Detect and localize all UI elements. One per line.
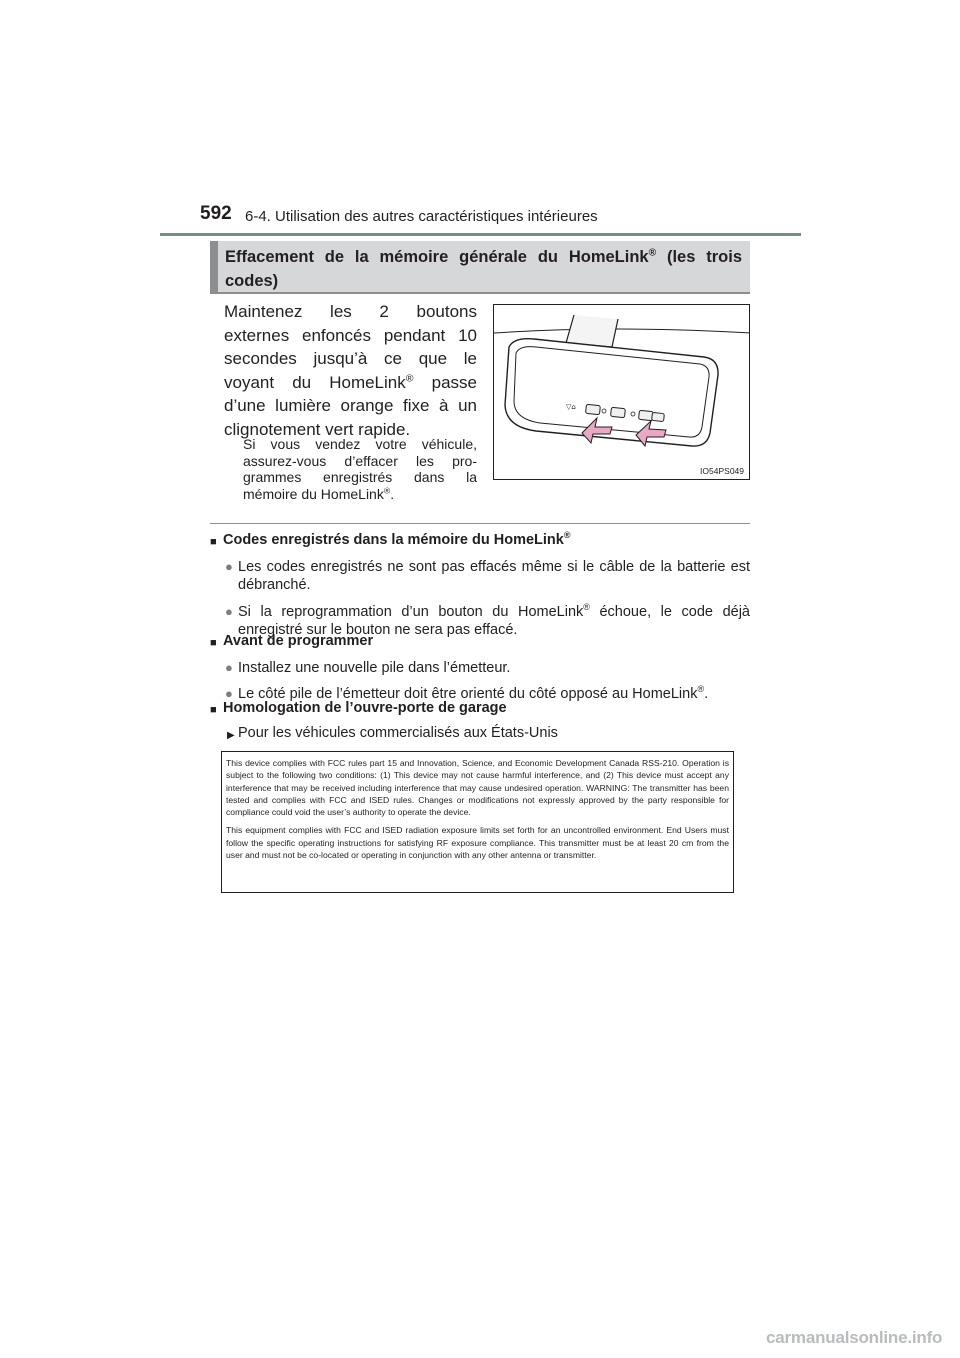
square-marker-icon: ■: [210, 536, 217, 548]
list-item-text-end: .: [704, 686, 709, 702]
figure-code: IO54PS049: [700, 466, 744, 476]
section-divider: [210, 523, 750, 524]
registered-mark: ®: [648, 247, 657, 259]
homelink-button-3: [639, 410, 654, 420]
fcc-compliance-box: [221, 751, 734, 893]
note-text-start: Si vous vendez votre véhicule, assurez-vous d’effacer les pro-grammes enregistrés dans la mémoire du HomeLink: [243, 436, 477, 502]
homologation-heading: Homologation de l’ouvre-porte de garage: [223, 700, 507, 716]
info-heading: [210, 699, 750, 720]
mirror-illustration: [493, 304, 750, 480]
list-item: [210, 659, 750, 678]
bullet-icon: ●: [225, 558, 233, 574]
heading-text-end: (les trois codes): [225, 248, 742, 290]
section-heading-text: [225, 245, 742, 293]
list-item-text: Installez une nouvelle pile dans l’émetteur.: [238, 659, 511, 676]
arrow-right-icon: ▶: [227, 729, 235, 741]
square-marker-icon: ■: [210, 637, 217, 649]
registered-mark: ®: [583, 601, 590, 612]
list-item-text-start: Si la reprogrammation d’un bouton du HomeLink: [238, 603, 584, 620]
indicator-button: [652, 412, 665, 421]
page-number: 592: [200, 203, 232, 224]
square-marker-icon: ■: [210, 704, 217, 716]
headliner-line: [494, 329, 750, 333]
list-item-text: Pour les véhicules commercialisés aux États-Unis: [238, 724, 558, 741]
codes-info-block: [210, 531, 750, 640]
rearview-mirror-drawing: [494, 305, 750, 480]
list-item-text-end: échoue, le code déjà enregistré sur le bouton ne sera pas effacé.: [238, 603, 750, 638]
instruction-paragraph: [224, 300, 477, 441]
bullet-icon: ●: [225, 659, 233, 675]
list-item-text: Les codes enregistrés ne sont pas effacés même si le câble de la batterie est débranché.: [238, 558, 750, 593]
registered-mark: ®: [405, 371, 414, 384]
list-item: [210, 558, 750, 595]
bullet-icon: ●: [225, 603, 233, 619]
instruction-text-start: Maintenez les 2 boutons externes enfoncés pendant 10 secondes jusqu’à ce que le voyant du HomeLink: [224, 302, 477, 392]
fcc-paragraph-1: This device complies with FCC rules part 15 and Innovation, Science, and Economic Development Canada RSS-210. Operation is subject to the following two conditions: (1) This device may not cause harmful interference, and (2) This device must accept any interference that may be received including interference that may cause undesired operation. WARNING: The transmitter has been tested and complies with FCC and ISED rules. Changes or modifications not expressly approved by the party responsible for compliance could void the user’s authority to operate the device.: [226, 758, 729, 818]
heading-text-start: Effacement de la mémoire générale du HomeLink: [225, 248, 649, 266]
homologation-block: [210, 699, 750, 745]
registered-mark: ®: [563, 530, 571, 541]
registered-mark: ®: [697, 684, 705, 695]
info-heading: [210, 531, 750, 552]
watermark: carmanualsonline.info: [766, 1328, 943, 1347]
list-item-text-start: Le côté pile de l’émetteur doit être orienté du côté opposé au HomeLink: [238, 686, 698, 702]
note-paragraph: [243, 436, 477, 502]
registered-mark: ®: [383, 484, 391, 495]
codes-heading: Codes enregistrés dans la mémoire du HomeLink: [223, 532, 564, 548]
before-programming-block: [210, 632, 750, 704]
homelink-button-2: [611, 407, 626, 417]
instruction-text-end: passe d’une lumière orange fixe à un clignotement vert rapide.: [224, 372, 477, 439]
bullet-icon: ●: [225, 686, 233, 701]
fcc-paragraph-2: This equipment complies with FCC and ISED radiation exposure limits set forth for an uncontrolled environment. End Users must follow the specific operating instructions for satisfying RF exposure compliance. This transmitter must be at least 20 cm from the user and must not be co-located or operating in conjunction with any other antenna or transmitter.: [226, 825, 729, 861]
info-heading: [210, 632, 750, 653]
section-heading: [210, 241, 750, 294]
list-item: [210, 724, 750, 746]
mirror-label: ▽⌂: [566, 403, 576, 411]
note-text-end: .: [390, 485, 395, 502]
header-rule: [160, 233, 801, 236]
heading-accent-bar: [210, 241, 218, 292]
before-heading: Avant de programmer: [223, 633, 374, 649]
info-heading-text: [223, 531, 570, 552]
homelink-button-1: [586, 404, 601, 414]
mirror-stem: [566, 315, 618, 347]
section-title: 6-4. Utilisation des autres caractéristiques intérieures: [245, 208, 598, 225]
